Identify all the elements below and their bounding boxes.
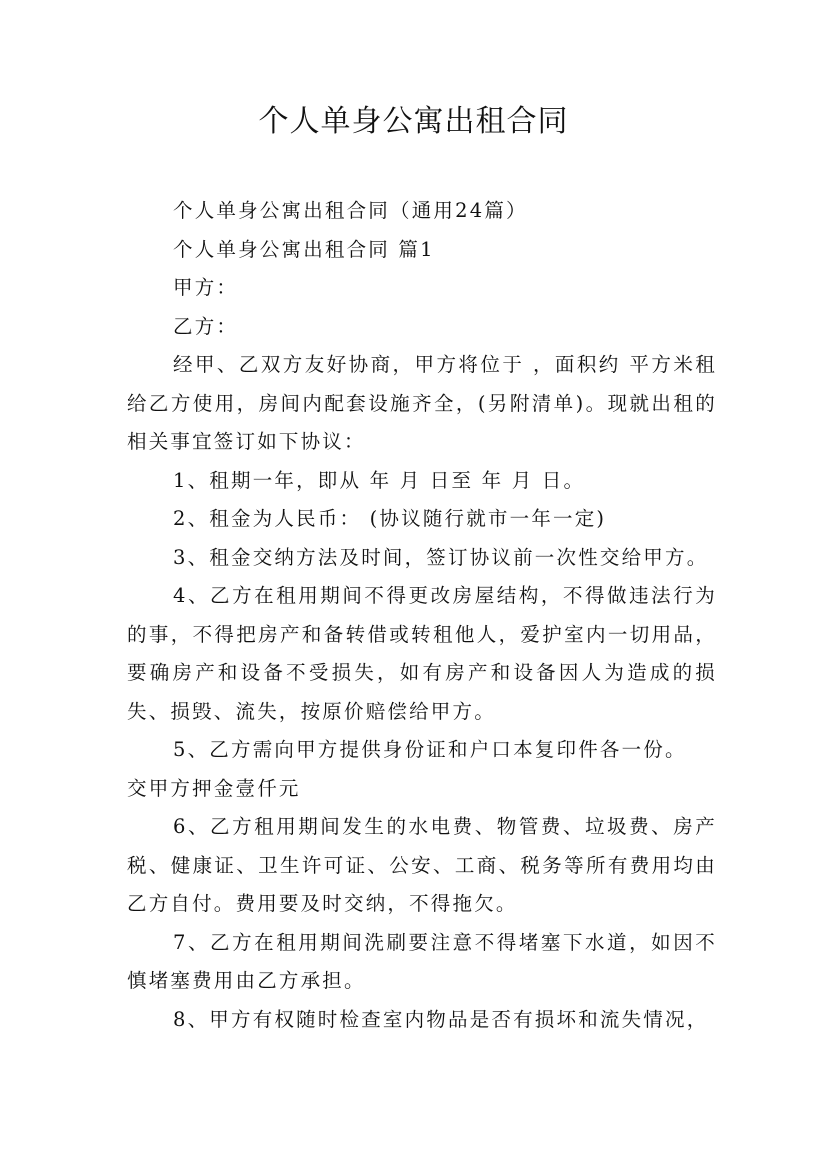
clause-4: 4、乙方在租用期间不得更改房屋结构，不得做违法行为的事，不得把房产和备转借或转租他人，爱护室内一切用品，要确房产和设备不受损失，如有房产和设备因人为造成的损失、损毁、流失，按原价赔偿给甲方。 — [127, 584, 717, 723]
paragraph-intro: 经甲、乙双方友好协商，甲方将位于 ，面积约 平方米租给乙方使用，房间内配套设施齐全，(另附清单)。现就出租的相关事宜签订如下协议： — [127, 353, 717, 453]
document-body — [127, 192, 717, 1039]
paragraph-section-heading: 个人单身公寓出租合同 篇1 — [173, 237, 435, 261]
clause-2: 2、租金为人民币： (协议随行就市一年一定) — [173, 507, 607, 530]
clause-8: 8、甲方有权随时检查室内物品是否有损坏和流失情况， — [173, 1007, 709, 1031]
clause-5-deposit: 交甲方押金壹仟元 — [127, 776, 301, 800]
clause-6: 6、乙方租用期间发生的水电费、物管费、垃圾费、房产税、健康证、卫生许可证、公安、工商、税务等所有费用均由乙方自付。费用要及时交纳，不得拖欠。 — [127, 815, 717, 915]
paragraph-party-a: 甲方： — [173, 276, 239, 299]
document-title: 个人单身公寓出租合同 — [258, 104, 569, 139]
paragraph-party-b: 乙方： — [173, 314, 239, 338]
paragraph-subtitle: 个人单身公寓出租合同（通用24篇） — [173, 199, 528, 222]
clause-1: 1、租期一年，即从 年 月 日至 年 月 日。 — [173, 468, 586, 492]
clause-7: 7、乙方在租用期间洗刷要注意不得堵塞下水道，如因不慎堵塞费用由乙方承担。 — [127, 930, 717, 992]
clause-5: 5、乙方需向甲方提供身份证和户口本复印件各一份。 — [173, 738, 687, 761]
clause-3: 3、租金交纳方法及时间，签订协议前一次性交给甲方。 — [173, 545, 709, 569]
